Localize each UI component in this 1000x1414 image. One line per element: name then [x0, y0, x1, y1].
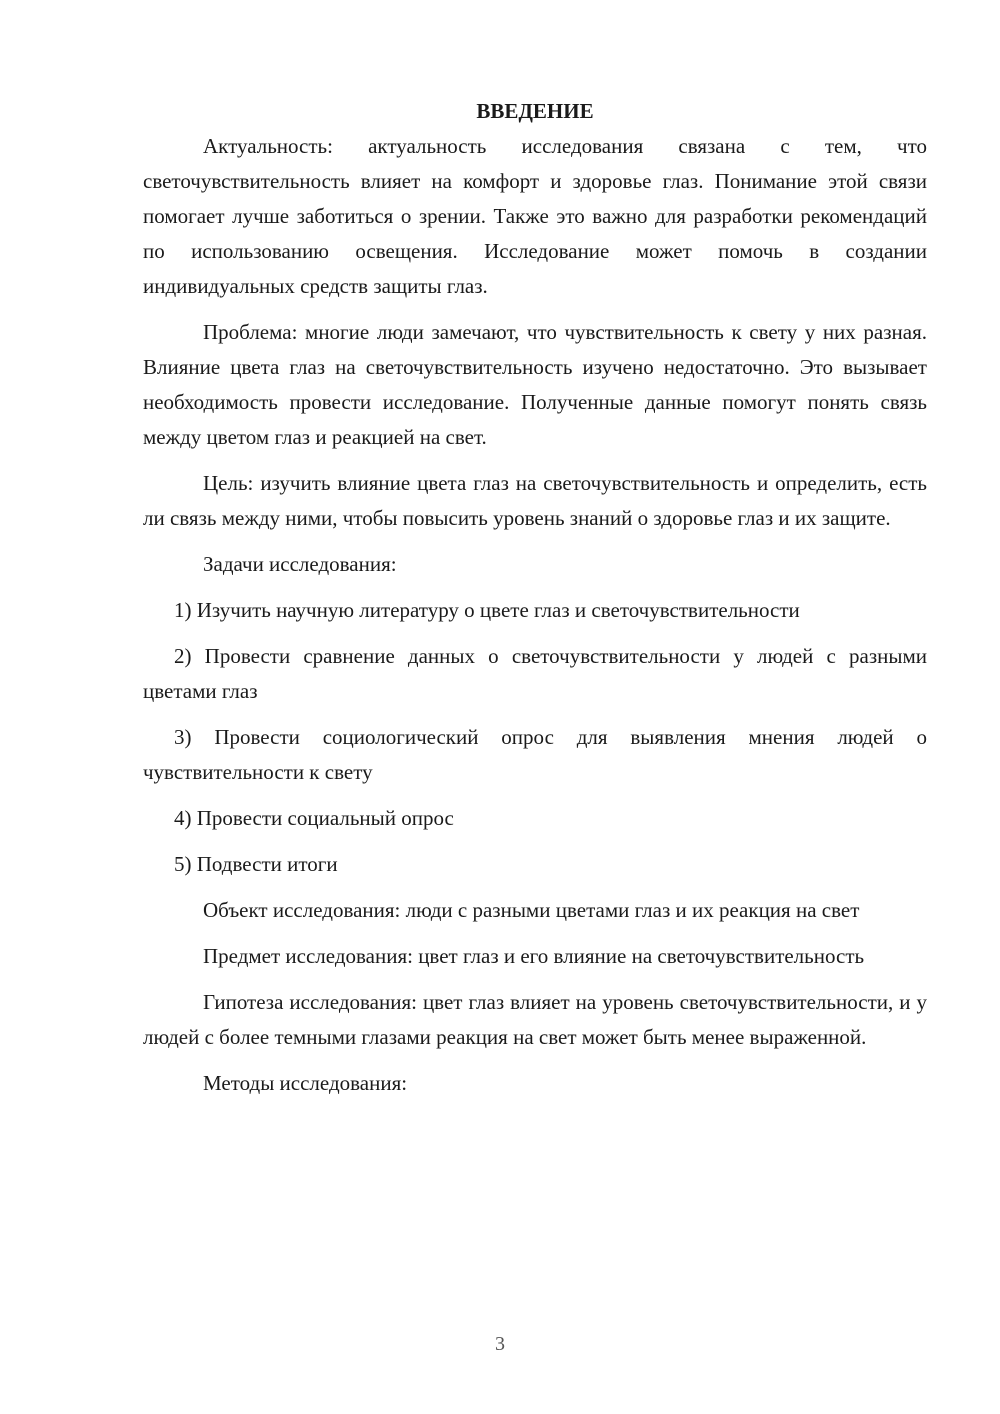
- task-item-5: 5) Подвести итоги: [174, 852, 338, 876]
- subject-paragraph: Предмет исследования: цвет глаз и его влияние на светочувствительность: [203, 944, 865, 968]
- object-paragraph: Объект исследования: люди с разными цветами глаз и их реакция на свет: [203, 898, 860, 922]
- page-number: 3: [495, 1333, 505, 1355]
- task-item-1: 1) Изучить научную литературу о цвете глаз и светочувствительности: [174, 598, 800, 622]
- section-title: ВВЕДЕНИЕ: [476, 99, 594, 123]
- goal-paragraph: Цель: изучить влияние цвета глаз на светочувствительность и определить, есть ли связь между ними, чтобы повысить уровень знаний о здоровье глаз и их защите.: [143, 471, 927, 530]
- document-body: [143, 94, 927, 1101]
- problem-paragraph: Проблема: многие люди замечают, что чувствительность к свету у них разная. Влияние цвета глаз на светочувствительность изучено недостаточно. Это вызывает необходимость провести исследование. Полученные данные помогут понять связь между цветом глаз и реакцией на свет.: [143, 320, 927, 449]
- task-item-2: 2) Провести сравнение данных о светочувствительности у людей с разными цветами глаз: [143, 644, 927, 703]
- tasks-heading: Задачи исследования:: [203, 552, 397, 576]
- task-item-4: 4) Провести социальный опрос: [174, 806, 454, 830]
- hypothesis-paragraph: Гипотеза исследования: цвет глаз влияет на уровень светочувствительности, и у людей с более темными глазами реакция на свет может быть менее выраженной.: [143, 990, 927, 1049]
- task-item-3: 3) Провести социологический опрос для выявления мнения людей о чувствительности к свету: [143, 725, 927, 784]
- relevance-paragraph: Актуальность: актуальность исследования связана с тем, что светочувствительность влияет на комфорт и здоровье глаз. Понимание этой связи помогает лучше заботиться о зрении. Также это важно для разработки рекомендаций по использованию освещения. Исследование может помочь в создании индивидуальных средств защиты глаз.: [143, 134, 927, 298]
- methods-paragraph: Методы исследования:: [203, 1071, 408, 1095]
